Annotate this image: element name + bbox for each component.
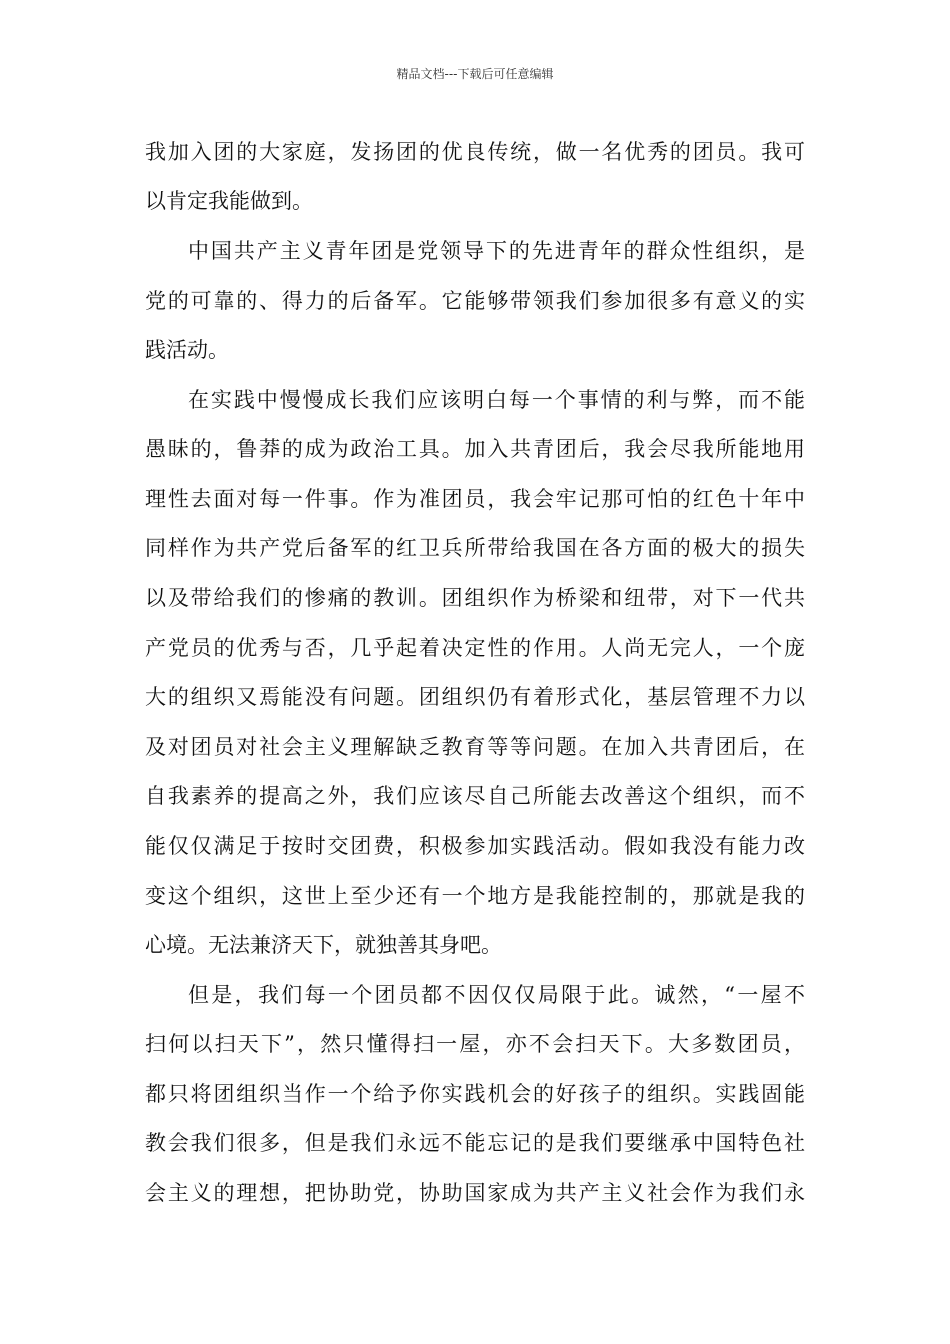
body-line: 都只将团组织当作一个给予你实践机会的好孩子的组织。实践固能 <box>145 1082 805 1106</box>
body-line: 变这个组织，这世上至少还有一个地方是我能控制的，那就是我的 <box>145 884 805 908</box>
body-line: 心境。无法兼济天下，就独善其身吧。 <box>145 933 502 957</box>
body-line: 及对团员对社会主义理解缺乏教育等等问题。在加入共青团后，在 <box>145 735 805 759</box>
body-line: 同样作为共产党后备军的红卫兵所带给我国在各方面的极大的损失 <box>145 536 805 560</box>
paragraph-first-line: 但是，我们每一个团员都不因仅仅局限于此。诚然，“一屋不 <box>188 983 805 1007</box>
body-line: 理性去面对每一件事。作为准团员，我会牢记那可怕的红色十年中 <box>145 487 805 511</box>
body-line: 大的组织又焉能没有问题。团组织仍有着形式化，基层管理不力以 <box>145 685 805 709</box>
body-line: 党的可靠的、得力的后备军。它能够带领我们参加很多有意义的实 <box>145 289 805 313</box>
body-line: 以及带给我们的惨痛的教训。团组织作为桥梁和纽带，对下一代共 <box>145 586 805 610</box>
body-line: 扫何以扫天下”，然只懂得扫一屋，亦不会扫天下。大多数团员， <box>145 1032 805 1056</box>
body-line: 自我素养的提高之外，我们应该尽自己所能去改善这个组织，而不 <box>145 784 805 808</box>
body-line: 我加入团的大家庭，发扬团的优良传统，做一名优秀的团员。我可 <box>145 140 805 164</box>
body-line: 产党员的优秀与否，几乎起着决定性的作用。人尚无完人，一个庞 <box>145 636 805 660</box>
body-line: 教会我们很多，但是我们永远不能忘记的是我们要继承中国特色社 <box>145 1131 805 1155</box>
page-header: 精品文档---下载后可任意编辑 <box>396 67 554 81</box>
body-line: 会主义的理想，把协助党，协助国家成为共产主义社会作为我们永 <box>145 1181 805 1205</box>
body-line: 践活动。 <box>145 338 229 362</box>
paragraph-first-line: 中国共产主义青年团是党领导下的先进青年的群众性组织，是 <box>188 239 805 263</box>
body-line: 愚昧的，鲁莽的成为政治工具。加入共青团后，我会尽我所能地用 <box>145 437 805 461</box>
body-line: 能仅仅满足于按时交团费，积极参加实践活动。假如我没有能力改 <box>145 834 805 858</box>
body-line: 以肯定我能做到。 <box>145 189 313 213</box>
paragraph-first-line: 在实践中慢慢成长我们应该明白每一个事情的利与弊，而不能 <box>188 388 805 412</box>
